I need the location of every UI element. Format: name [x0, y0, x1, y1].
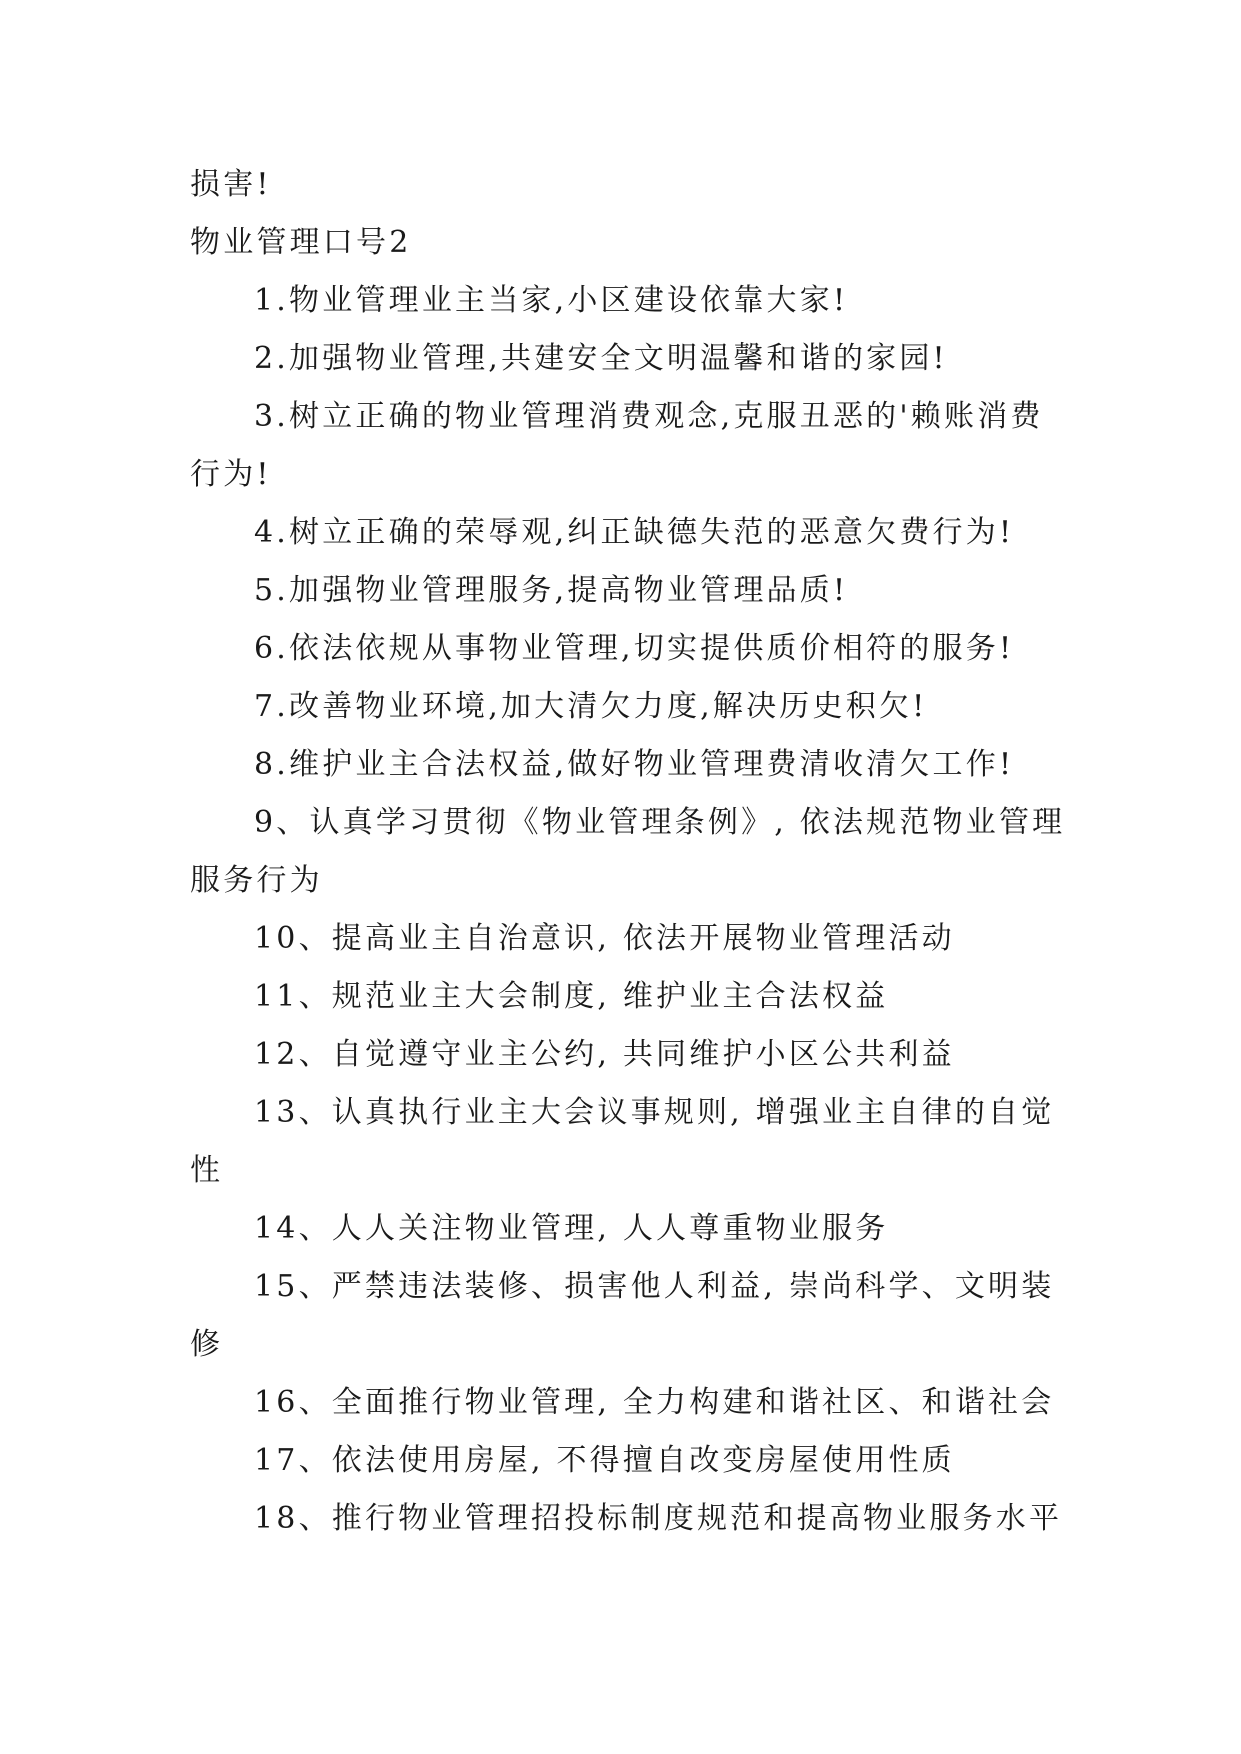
- text-line: 16、全面推行物业管理, 全力构建和谐社区、和谐社会: [254, 1385, 1055, 1420]
- text-line: 5.加强物业管理服务,提高物业管理品质!: [254, 573, 849, 608]
- text-line: 9、认真学习贯彻《物业管理条例》, 依法规范物业管理: [254, 805, 1066, 840]
- section-heading: 物业管理口号2: [190, 225, 412, 260]
- text-line: 2.加强物业管理,共建安全文明温馨和谐的家园!: [254, 341, 948, 376]
- text-line: 15、严禁违法装修、损害他人利益, 崇尚科学、文明装: [254, 1269, 1055, 1304]
- text-line: 4.树立正确的荣辱观,纠正缺德失范的恶意欠费行为!: [254, 515, 1015, 550]
- text-line: 性: [190, 1153, 224, 1188]
- text-line: 18、推行物业管理招投标制度规范和提高物业服务水平: [254, 1501, 1063, 1536]
- text-line: 13、认真执行业主大会议事规则, 增强业主自律的自觉: [254, 1095, 1055, 1130]
- text-line: 14、人人关注物业管理, 人人尊重物业服务: [254, 1211, 889, 1246]
- text-line: 行为!: [190, 457, 272, 492]
- text-line: 17、依法使用房屋, 不得擅自改变房屋使用性质: [254, 1443, 955, 1478]
- text-line: 12、自觉遵守业主公约, 共同维护小区公共利益: [254, 1037, 955, 1072]
- text-line: 7.改善物业环境,加大清欠力度,解决历史积欠!: [254, 689, 928, 724]
- text-line: 损害!: [190, 167, 272, 202]
- text-line: 修: [190, 1327, 224, 1362]
- text-line: 3.树立正确的物业管理消费观念,克服丑恶的'赖账消费: [254, 399, 1044, 434]
- text-line: 1.物业管理业主当家,小区建设依靠大家!: [254, 283, 849, 318]
- text-line: 服务行为: [190, 863, 323, 898]
- text-line: 11、规范业主大会制度, 维护业主合法权益: [254, 979, 889, 1014]
- document-body: [190, 156, 1066, 1548]
- text-line: 10、提高业主自治意识, 依法开展物业管理活动: [254, 921, 955, 956]
- text-line: 8.维护业主合法权益,做好物业管理费清收清欠工作!: [254, 747, 1015, 782]
- text-line: 6.依法依规从事物业管理,切实提供质价相符的服务!: [254, 631, 1015, 666]
